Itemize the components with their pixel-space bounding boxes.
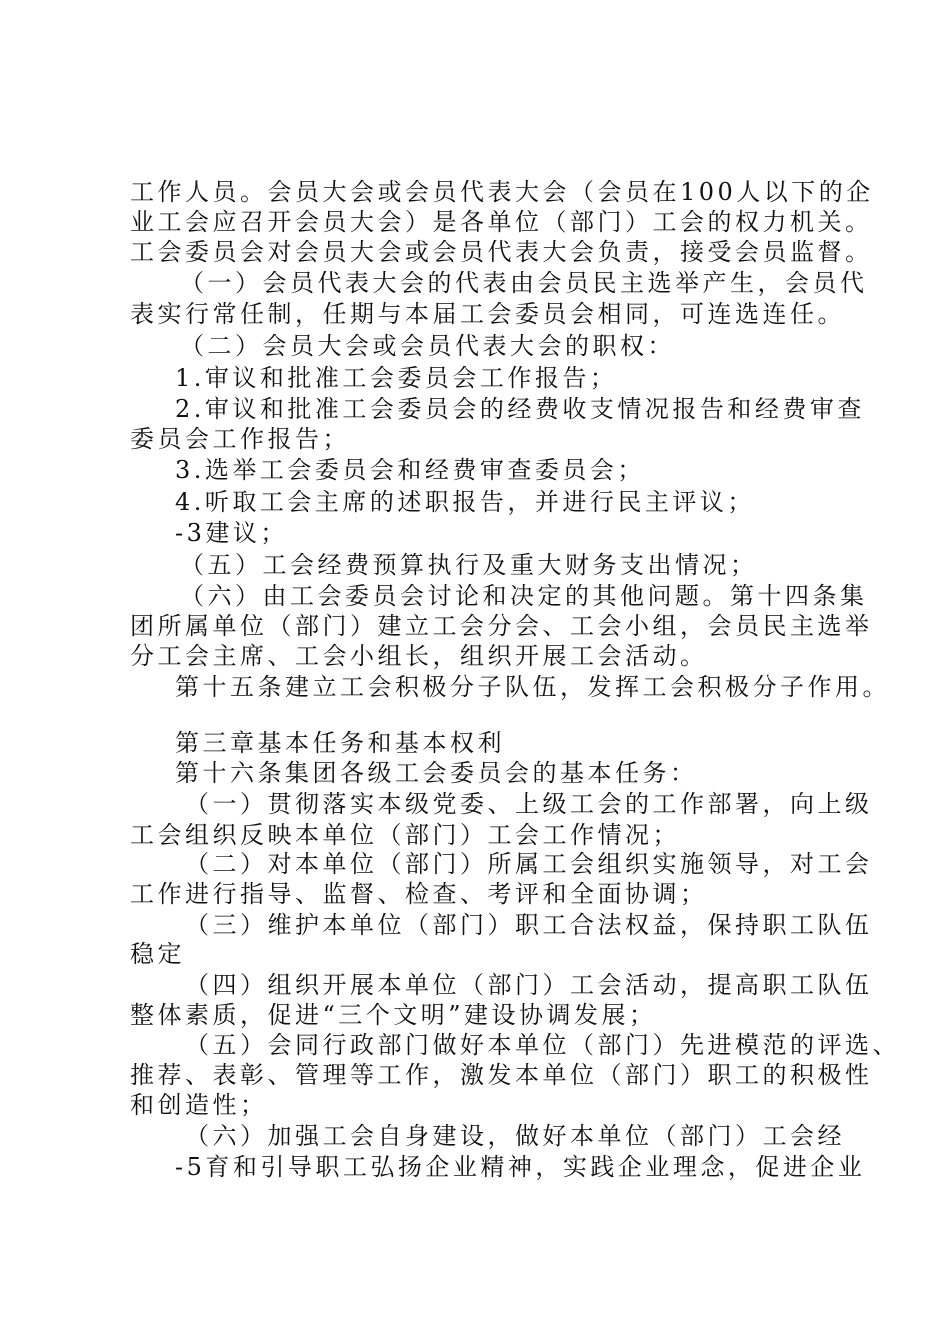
text-line: 整体素质，促进“三个文明”建设协调发展； xyxy=(130,1001,657,1029)
text-line: （三）维护本单位（部门）职工合法权益，保持职工队伍 xyxy=(185,911,873,939)
text-line: 工会委员会对会员大会或会员代表大会负责，接受会员监督。 xyxy=(130,238,873,266)
text-line: （一）会员代表大会的代表由会员民主选举产生，会员代 xyxy=(180,269,868,297)
text-line: 工作进行指导、监督、检查、考评和全面协调； xyxy=(130,880,708,908)
text-line: 3.选举工会委员会和经费审查委员会； xyxy=(175,456,645,484)
text-line: 稳定 xyxy=(130,940,185,968)
text-line: 1.审议和批准工会委员会工作报告； xyxy=(175,364,618,392)
text-line: 2.审议和批准工会委员会的经费收支情况报告和经费审查 xyxy=(175,395,865,423)
text-line: -3建议； xyxy=(175,519,288,547)
text-line: 团所属单位（部门）建立工会分会、工会小组，会员民主选举 xyxy=(130,612,873,640)
text-line: 工会组织反映本单位（部门）工会工作情况； xyxy=(130,821,680,849)
text-line: （六）由工会委员会讨论和决定的其他问题。第十四条集 xyxy=(180,582,868,610)
text-line: （五）会同行政部门做好本单位（部门）先进模范的评选、 xyxy=(185,1031,900,1059)
text-line: （四）组织开展本单位（部门）工会活动，提高职工队伍 xyxy=(185,971,873,999)
text-line: 表实行常任制，任期与本届工会委员会相同，可连选连任。 xyxy=(130,300,845,328)
text-line: （五）工会经费预算执行及重大财务支出情况； xyxy=(180,551,758,579)
text-line: 分工会主席、工会小组长，组织开展工会活动。 xyxy=(130,642,708,670)
chapter-heading: 第三章基本任务和基本权利 xyxy=(175,729,505,757)
text-line: 第十五条建立工会积极分子队伍，发挥工会积极分子作用。 xyxy=(175,673,890,701)
text-line: （六）加强工会自身建设，做好本单位（部门）工会经 xyxy=(185,1122,845,1150)
text-line: 第十六条集团各级工会委员会的基本任务： xyxy=(175,759,698,787)
text-line: 推荐、表彰、管理等工作，激发本单位（部门）职工的积极性 xyxy=(130,1061,873,1089)
text-line: -5育和引导职工弘扬企业精神，实践企业理念，促进企业 xyxy=(175,1153,866,1181)
text-line: 工作人员。会员大会或会员代表大会（会员在100人以下的企 xyxy=(130,178,874,206)
text-line: 委员会工作报告； xyxy=(130,425,350,453)
text-line: （二）对本单位（部门）所属工会组织实施领导，对工会 xyxy=(185,850,873,878)
text-line: （二）会员大会或会员代表大会的职权： xyxy=(180,332,675,360)
text-line: （一）贯彻落实本级党委、上级工会的工作部署，向上级 xyxy=(185,790,873,818)
text-line: 4.听取工会主席的述职报告，并进行民主评议； xyxy=(175,488,755,516)
text-line: 和创造性； xyxy=(130,1091,268,1119)
text-line: 业工会应召开会员大会）是各单位（部门）工会的权力机关。 xyxy=(130,208,873,236)
